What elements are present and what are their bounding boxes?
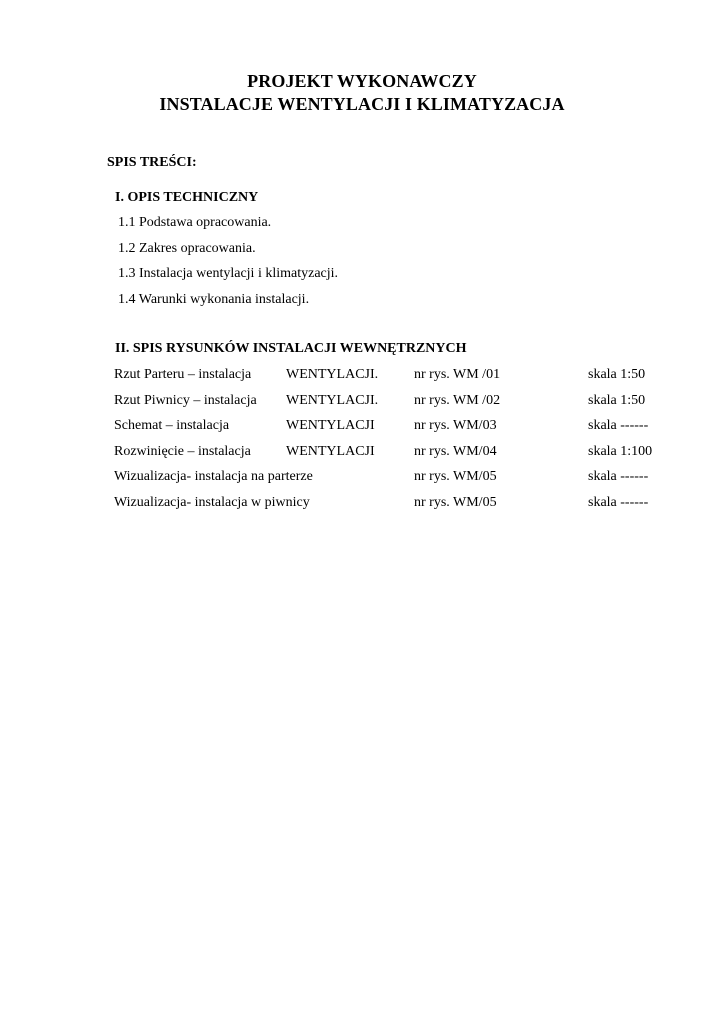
drawing-name: Wizualizacja- instalacja na parterze [114,469,313,484]
drawing-type: WENTYLACJI. [286,392,379,408]
drawings-table [114,366,674,519]
drawing-number: nr rys. WM /01 [414,367,501,382]
table-row [114,494,674,520]
drawing-number: nr rys. WM/03 [414,418,497,433]
section-technical-description-heading: I. OPIS TECHNICZNY [115,190,259,205]
drawing-number: nr rys. WM/05 [414,469,497,484]
list-item: 1.1 Podstawa opracowania. [118,215,272,230]
document-title [0,70,724,116]
drawing-number: nr rys. WM/05 [414,494,497,510]
list-item: 1.2 Zakres opracowania. [118,240,256,256]
drawing-name: Rzut Piwnicy – instalacja [114,392,257,408]
drawing-number: nr rys. WM /02 [414,392,501,408]
drawing-name: Schemat – instalacja [114,418,230,433]
drawing-scale: skala 1:100 [588,443,653,459]
table-of-contents-heading: SPIS TREŚCI: [107,155,197,170]
technical-description-list [118,214,338,316]
table-row [114,366,674,392]
drawing-scale: skala 1:50 [588,367,646,382]
list-item: 1.3 Instalacja wentylacji i klimatyzacji. [118,266,339,281]
drawing-scale: skala ------ [588,469,649,484]
drawing-number: nr rys. WM/04 [414,443,497,459]
drawing-name: Rzut Parteru – instalacja [114,367,252,382]
section-drawings-heading: II. SPIS RYSUNKÓW INSTALACJI WEWNĘTRZNYCH [115,341,467,356]
title-line-2: INSTALACJE WENTYLACJI I KLIMATYZACJA [159,94,565,114]
table-row [114,392,674,418]
drawing-type: WENTYLACJI. [286,367,379,382]
drawing-scale: skala ------ [588,494,649,510]
drawing-type: WENTYLACJI [286,443,375,459]
list-item: 1.4 Warunki wykonania instalacji. [118,291,310,307]
drawing-name: Wizualizacja- instalacja w piwnicy [114,494,310,510]
table-row [114,443,674,469]
drawing-type: WENTYLACJI [286,418,375,433]
table-row [114,417,674,443]
title-line-1: PROJEKT WYKONAWCZY [247,71,477,91]
drawing-name: Rozwinięcie – instalacja [114,443,251,459]
drawing-scale: skala 1:50 [588,392,646,408]
table-row [114,468,674,494]
drawing-scale: skala ------ [588,418,649,433]
